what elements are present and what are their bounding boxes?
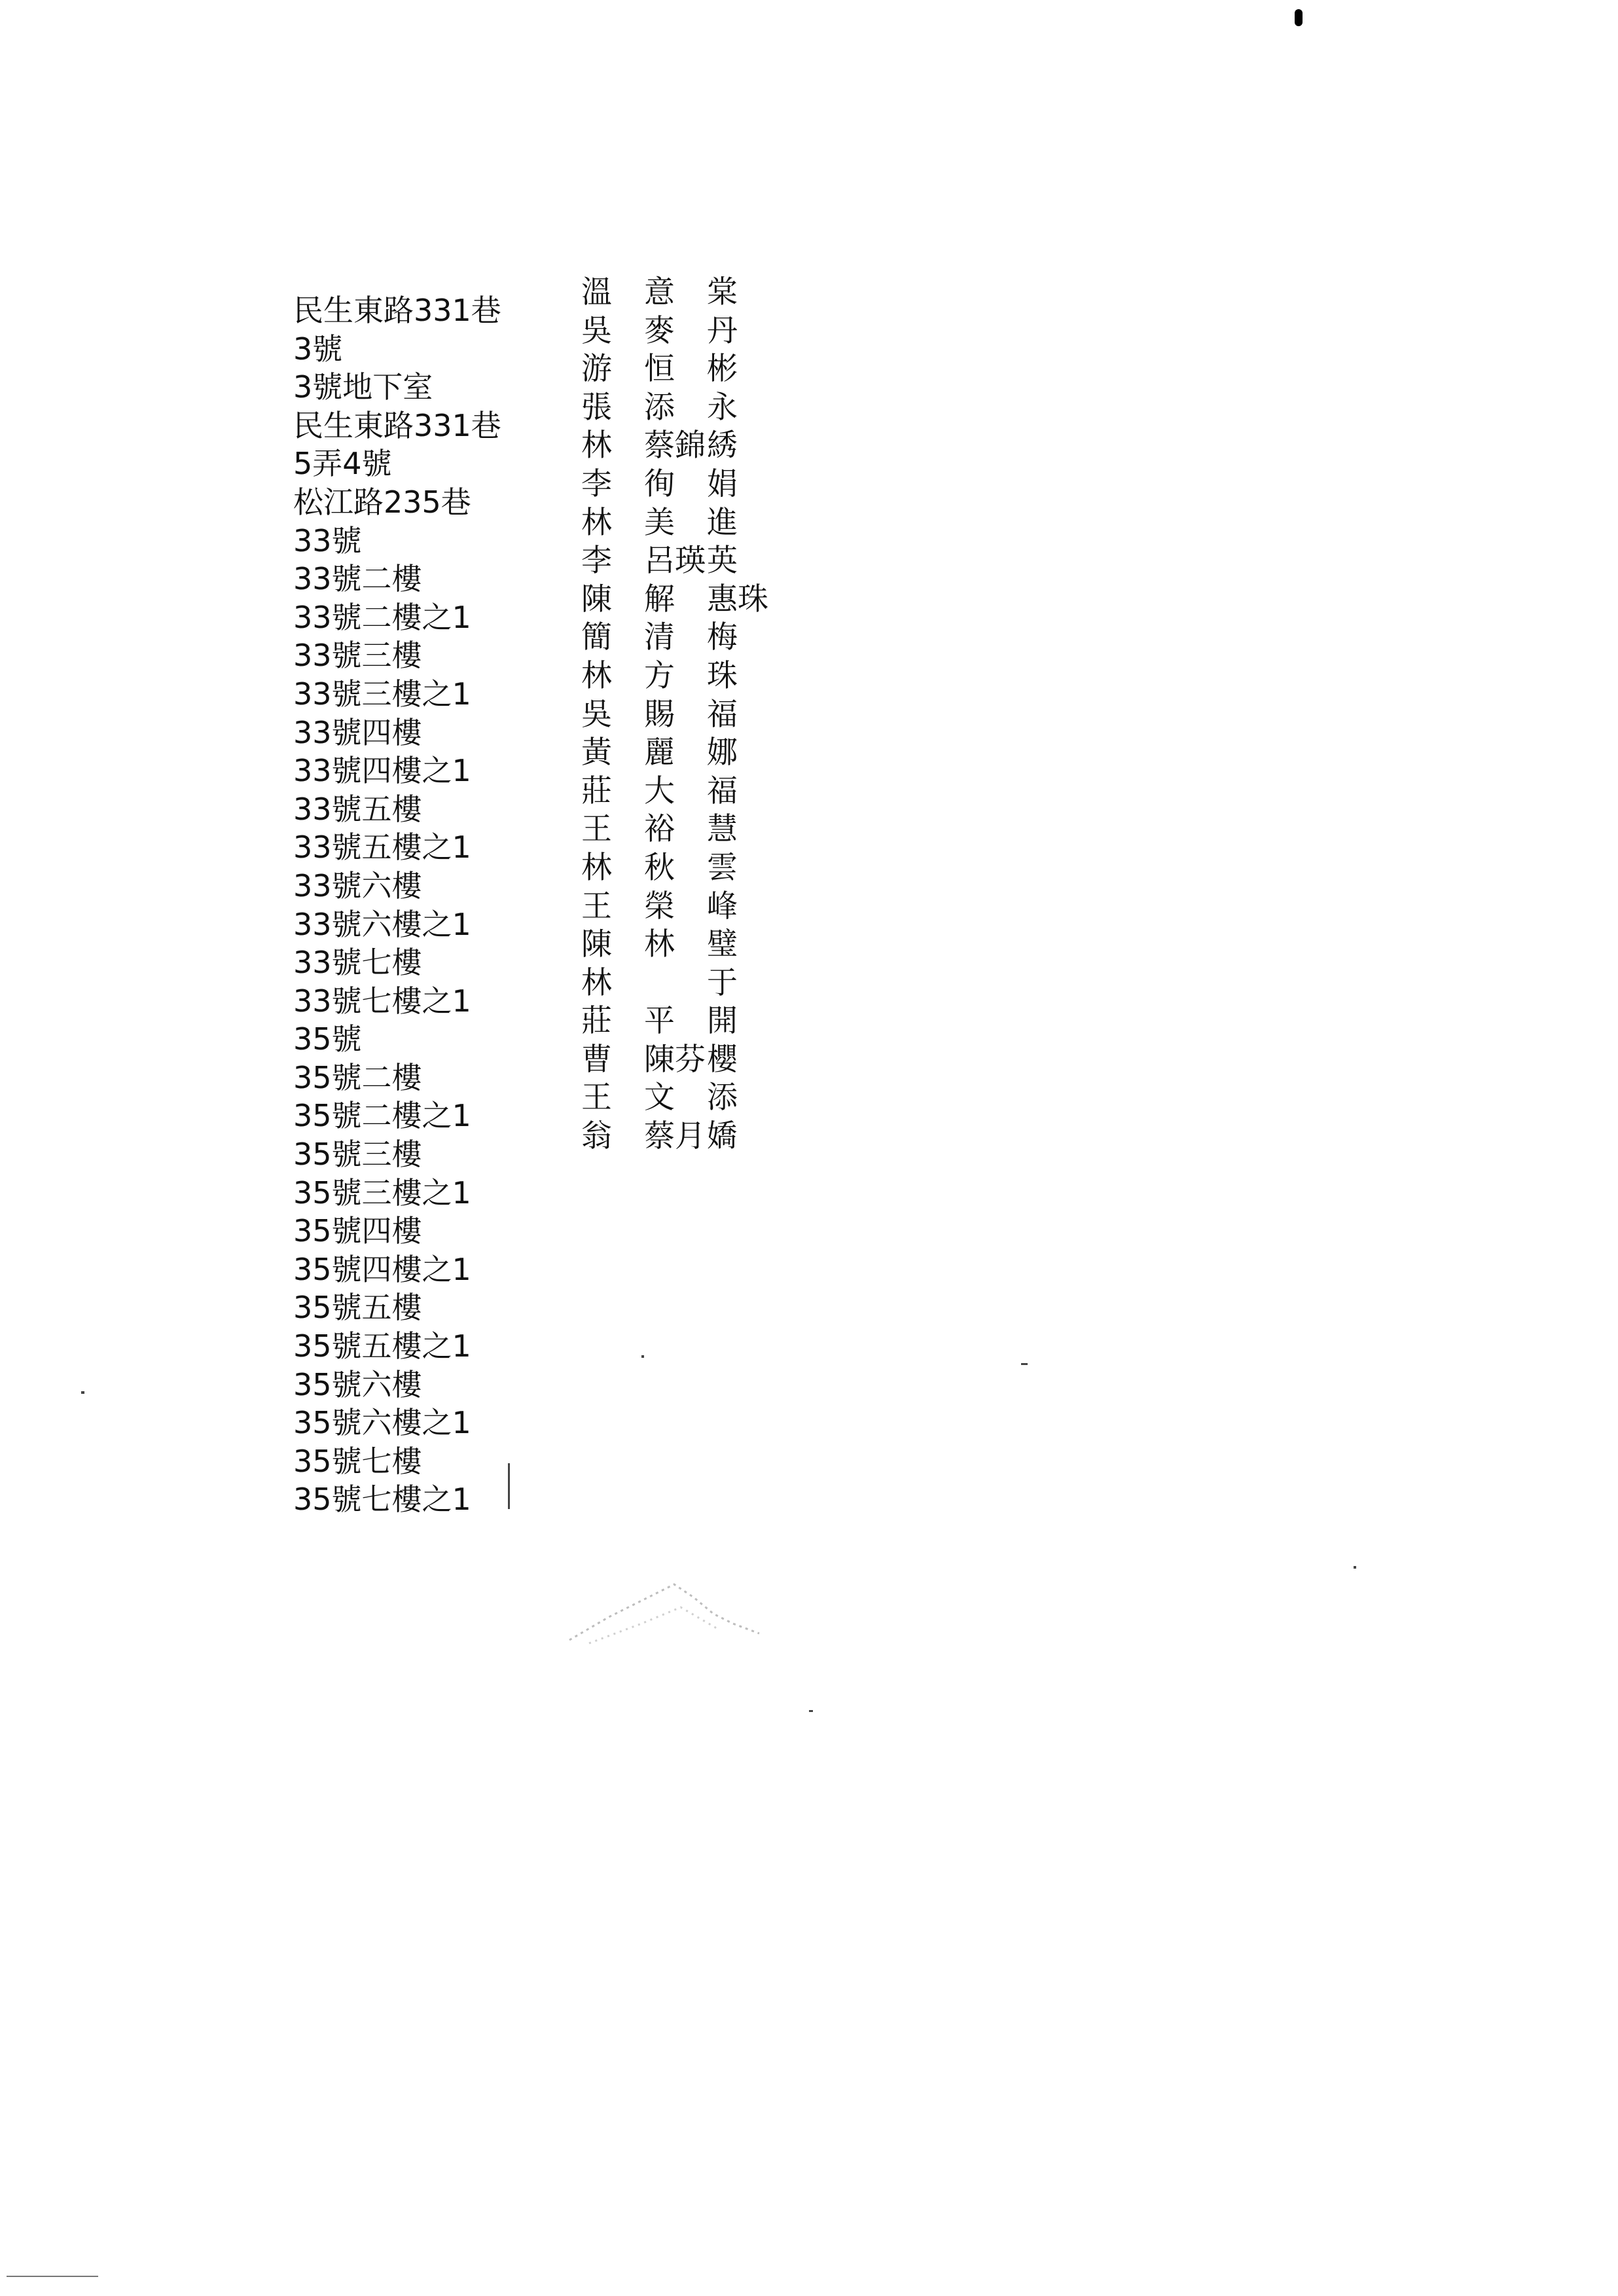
scan-mark <box>641 1355 644 1358</box>
address-row: 3號地下室 <box>293 369 433 405</box>
name-char: 棠 <box>707 274 738 310</box>
name-char: 莊 <box>581 1003 612 1040</box>
address-row: 35號七樓 <box>293 1443 422 1479</box>
name-char: 蔡月 <box>644 1118 706 1155</box>
name-row <box>581 389 771 428</box>
name-char: 林 <box>581 849 612 886</box>
address-row: 35號五樓 <box>293 1290 422 1326</box>
name-char: 添 <box>707 1080 738 1116</box>
name-row <box>581 312 771 351</box>
scan-mark <box>809 1710 813 1712</box>
name-char: 丹 <box>707 312 738 349</box>
name-row <box>581 657 771 696</box>
address-row: 33號六樓之1 <box>293 906 471 942</box>
scan-mark <box>7 2276 98 2277</box>
name-char: 吳 <box>581 696 612 733</box>
ink-blot <box>1295 9 1303 26</box>
name-char: 解 <box>644 581 675 617</box>
name-char: 英 <box>707 543 738 579</box>
name-char: 黃 <box>581 735 612 771</box>
name-row <box>581 274 771 312</box>
name-char: 清 <box>644 619 675 656</box>
address-row: 33號五樓 <box>293 791 422 827</box>
name-char: 榮 <box>644 888 675 924</box>
name-char: 林 <box>581 964 612 1001</box>
name-char: 陳 <box>581 926 612 963</box>
name-row <box>581 542 771 581</box>
name-char: 翁 <box>581 1118 612 1155</box>
name-char: 吳 <box>581 312 612 349</box>
name-char: 李 <box>581 543 612 579</box>
name-char: 福 <box>707 773 738 809</box>
address-row: 33號六樓 <box>293 867 422 903</box>
name-char: 璧 <box>707 926 738 963</box>
name-char: 莊 <box>581 773 612 809</box>
name-char: 李 <box>581 465 612 502</box>
name-char: 麥 <box>644 312 675 349</box>
name-row <box>581 427 771 465</box>
name-row <box>581 773 771 811</box>
address-row: 35號三樓 <box>293 1137 422 1173</box>
name-row <box>581 888 771 926</box>
name-row <box>581 1118 771 1156</box>
name-row <box>581 734 771 773</box>
name-char: 方 <box>644 657 675 694</box>
name-char: 曹 <box>581 1041 612 1078</box>
name-char: 恒 <box>644 351 675 388</box>
name-char <box>644 964 707 1003</box>
name-char: 于 <box>707 964 738 1001</box>
scan-mark <box>1021 1363 1028 1365</box>
name-row <box>581 696 771 735</box>
scan-mark <box>1354 1566 1356 1569</box>
name-row <box>581 504 771 543</box>
address-row: 5弄4號 <box>293 446 392 482</box>
address-row: 33號五樓之1 <box>293 829 471 866</box>
address-row: 33號四樓 <box>293 714 422 750</box>
address-column <box>293 291 542 1519</box>
address-row: 35號四樓 <box>293 1213 422 1249</box>
name-char: 呂瑛 <box>644 543 706 579</box>
address-row: 35號六樓之1 <box>293 1405 471 1441</box>
address-row: 33號二樓 <box>293 561 422 597</box>
name-char: 王 <box>581 888 612 924</box>
name-char: 慧 <box>707 811 738 848</box>
address-row: 3號 <box>293 331 343 367</box>
name-char: 平 <box>644 1003 675 1040</box>
name-char: 嬌 <box>707 1118 738 1155</box>
address-row: 33號七樓 <box>293 945 422 981</box>
name-row <box>581 964 771 1003</box>
name-char: 陳芬 <box>644 1041 706 1078</box>
name-char: 麗 <box>644 735 675 771</box>
name-char: 娜 <box>707 735 738 771</box>
name-char: 永 <box>707 389 738 426</box>
address-row: 33號四樓之1 <box>293 753 471 789</box>
address-row: 民生東路331巷 <box>293 407 501 443</box>
name-char: 櫻 <box>707 1041 738 1078</box>
address-row: 松江路235巷 <box>293 484 471 520</box>
name-char: 文 <box>644 1080 675 1116</box>
name-char: 簡 <box>581 619 612 656</box>
name-row <box>581 581 771 619</box>
name-char: 梅 <box>707 619 738 656</box>
name-char: 珠 <box>707 657 738 694</box>
name-char: 惠珠 <box>707 581 768 617</box>
name-row <box>581 1002 771 1041</box>
name-char: 林 <box>581 657 612 694</box>
name-row <box>581 465 771 504</box>
name-char: 林 <box>581 504 612 541</box>
faint-stamp <box>563 1578 785 1650</box>
name-char: 王 <box>581 811 612 848</box>
address-row: 民生東路331巷 <box>293 293 501 328</box>
name-char: 秋 <box>644 849 675 886</box>
name-char: 裕 <box>644 811 675 848</box>
name-char: 林 <box>581 428 612 464</box>
address-row: 35號七樓之1 <box>293 1482 471 1518</box>
name-row <box>581 849 771 888</box>
name-char: 陳 <box>581 581 612 617</box>
name-row <box>581 1041 771 1080</box>
name-char: 峰 <box>707 888 738 924</box>
address-row: 35號三樓之1 <box>293 1175 471 1211</box>
name-char: 雲 <box>707 849 738 886</box>
name-row <box>581 350 771 389</box>
name-char: 添 <box>644 389 675 426</box>
name-char: 綉 <box>707 428 738 464</box>
name-char: 福 <box>707 696 738 733</box>
name-char: 徇 <box>644 465 675 502</box>
name-char: 進 <box>707 504 738 541</box>
name-char: 張 <box>581 389 612 426</box>
address-row: 33號三樓之1 <box>293 676 471 712</box>
name-char: 開 <box>707 1003 738 1040</box>
address-row: 35號四樓之1 <box>293 1251 471 1287</box>
name-char: 王 <box>581 1080 612 1116</box>
name-char: 游 <box>581 351 612 388</box>
name-char: 溫 <box>581 274 612 310</box>
address-row: 33號 <box>293 522 362 558</box>
name-row <box>581 1079 771 1118</box>
address-row: 35號二樓之1 <box>293 1098 471 1134</box>
name-row <box>581 619 771 657</box>
address-row: 33號七樓之1 <box>293 983 471 1019</box>
address-row: 35號二樓 <box>293 1059 422 1095</box>
address-row: 35號五樓之1 <box>293 1328 471 1364</box>
name-char: 美 <box>644 504 675 541</box>
scan-mark <box>508 1463 510 1509</box>
name-char: 彬 <box>707 351 738 388</box>
name-column <box>581 274 771 1156</box>
address-row: 33號二樓之1 <box>293 599 471 635</box>
name-row <box>581 926 771 964</box>
name-char: 大 <box>644 773 675 809</box>
name-char: 林 <box>644 926 675 963</box>
name-char: 意 <box>644 274 675 310</box>
name-char: 蔡錦 <box>644 428 706 464</box>
name-char: 娟 <box>707 465 738 502</box>
address-row: 35號 <box>293 1021 362 1057</box>
scan-mark <box>81 1391 84 1394</box>
address-row: 35號六樓 <box>293 1366 422 1402</box>
name-row <box>581 811 771 849</box>
address-row: 33號三樓 <box>293 638 422 674</box>
name-char: 賜 <box>644 696 675 733</box>
